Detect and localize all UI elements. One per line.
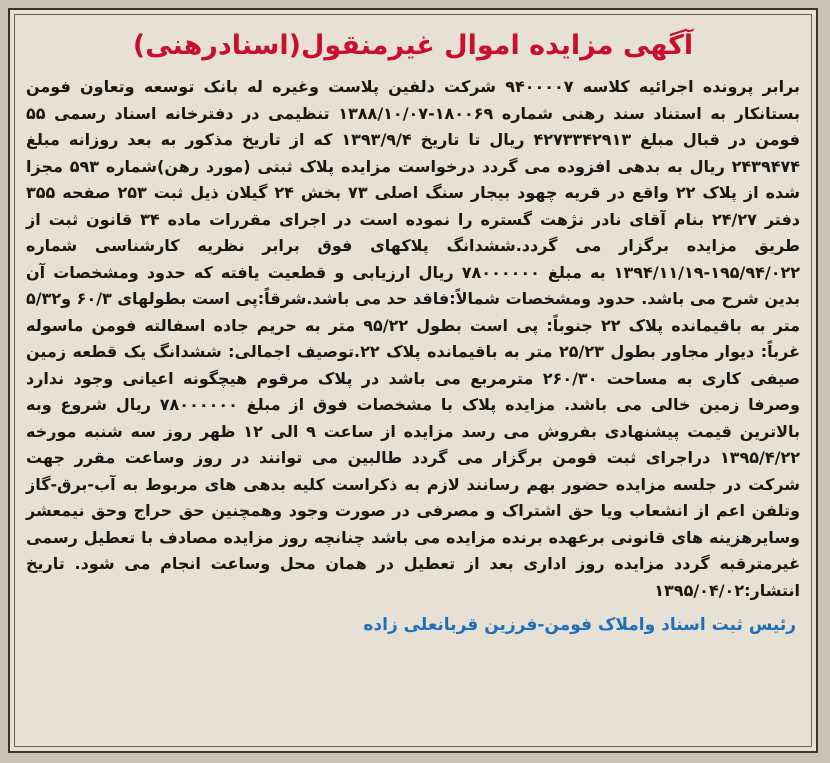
notice-body: برابر پرونده اجرائیه کلاسه ۹۴۰۰۰۰۷ شرکت دلفین پلاست وغیره له بانک توسعه وتعاون فومن بستانکار به استناد سند رهنی شماره ۱۸۰۰۶۹-۱۳۸۸/۱۰/۰۷ تنظیمی در دفترخانه اسناد رسمی ۵۵ فومن در قبال مبلغ ۴۲۷۳۳۴۲۹۱۳ ریال تا تاریخ ۱۳۹۳/۹/۴ که از تاریخ مذکور به بعد روزانه مبلغ ۲۴۳۹۴۷۴ ریال به بدهی افزوده می گردد درخواست مزایده پلاک ثبتی (مورد رهن)شماره ۵۹۳ مجزا شده از پلاک ۲۲ واقع در قریه چهود بیجار سنگ اصلی ۷۳ بخش ۲۴ گیلان ذیل ثبت ۲۵۳ صفحه ۳۵۵ دفتر ۲۴/۲۷ بنام آقای نادر نژهت گستره را نموده است در اجرای مقررات ماده ۳۴ قانون ثبت از طریق مزایده برگزار می گردد.ششدانگ پلاکهای فوق برابر نظریه کارشناسی شماره ۱۹۵/۹۴/۰۲۲-۱۳۹۴/۱۱/۱۹ به مبلغ ۷۸۰۰۰۰۰۰ ریال ارزیابی و قطعیت یافته که حدود ومشخصات آن بدین شرح می باشد. حدود ومشخصات شمالاً:فاقد حد می باشد.شرقاً:پی است بطولهای ۶۰/۳ و۵/۳۲ متر به باقیمانده پلاک ۲۲ جنوباً: پی است بطول ۹۵/۲۲ متر به حریم جاده اسفالته فومن ماسوله غرباً: دیوار مجاور بطول ۲۵/۲۳ متر به باقیمانده پلاک ۲۲.توصیف اجمالی: ششدانگ یک قطعه زمین صیفی کاری به مساحت ۲۶۰/۳۰ مترمربع می باشد در پلاک مرقوم هیچگونه اعیانی وجود ندارد وصرفا زمین خالی می باشد. مزایده پلاک با مشخصات فوق از مبلغ ۷۸۰۰۰۰۰۰ ریال شروع وبه بالاترین قیمت پیشنهادی بفروش می رسد مزایده از ساعت ۹ الی ۱۲ ظهر روز سه شنبه مورخه ۱۳۹۵/۴/۲۲ دراجرای ثبت فومن برگزار می گردد طالبین می توانند در روز وساعت مقرر جهت شرکت در جلسه مزایده حضور بهم رسانند لازم به ذکراست کلیه بدهی های مربوط به آب-برق-گاز وتلفن اعم از انشعاب ویا حق اشتراک و مصرفی در صورت وجود وهمچنین حق حراج وحق نیمعشر وسایرهزینه های قانونی برعهده برنده مزایده می باشد چنانچه روز مزایده مصادف با تعطیل رسمی غیرمترقبه گردد مزایده روز اداری بعد از تعطیل در همان محل وساعت انجام می شود. تاریخ انتشار:۱۳۹۵/۰۴/۰۲ xyxy=(26,77,801,600)
notice-signature: رئیس ثبت اسناد واملاک فومن-فرزین قربانعلی زاده xyxy=(363,615,796,635)
auction-notice xyxy=(8,8,818,753)
notice-title: آگهی مزایده اموال غیرمنقول(اسنادرهنی) xyxy=(132,30,694,61)
